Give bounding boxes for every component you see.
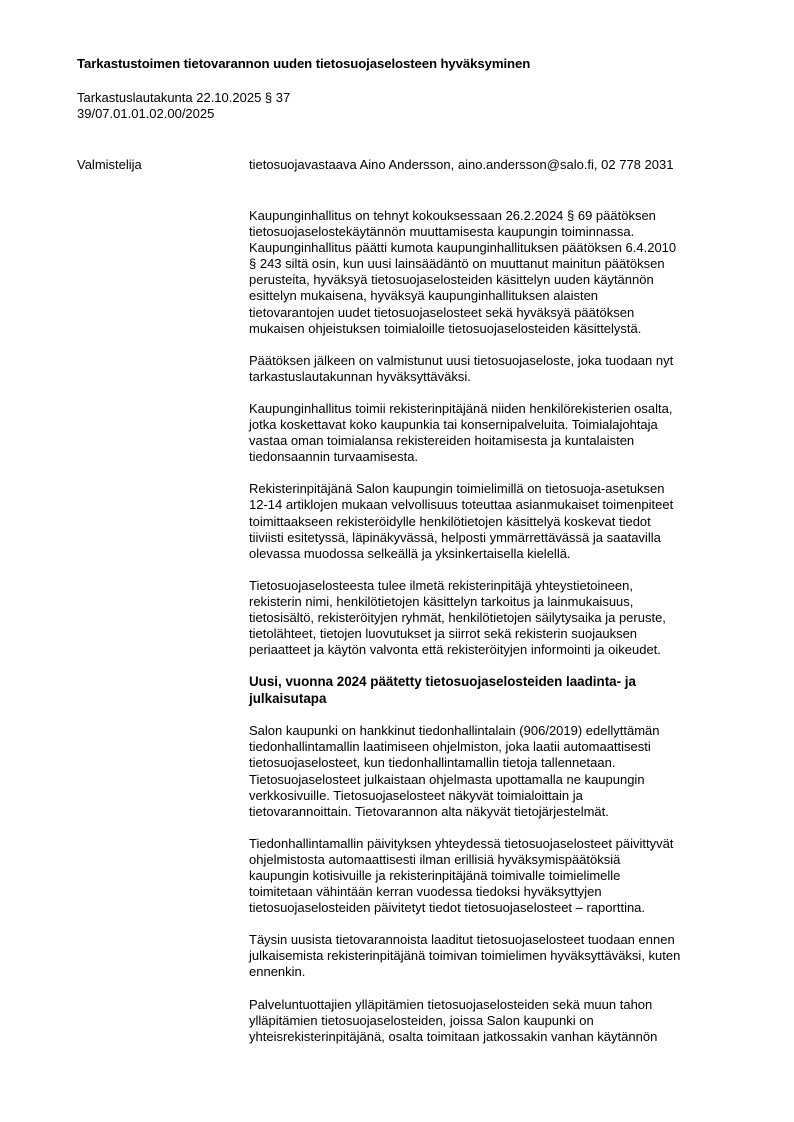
text-line: olevassa muodossa selkeällä ja yksinkertaisella kielellä. [249,545,571,561]
text-line: tietovarannoittain. Tietovarannon alta näkyvät tietojärjestelmät. [249,803,609,819]
paragraph [249,836,769,916]
text-line: Uusi, vuonna 2024 päätetty tietosuojaselosteiden laadinta- ja [249,674,636,690]
text-line: mukaisen ohjeistuksen toimialoille tietosuojaselosteiden käsittelystä. [249,320,642,336]
preparer-value: tietosuojavastaava Aino Andersson, aino.andersson@salo.fi, 02 778 2031 [249,157,674,172]
text-line: tiedonhallintamallin laatimiseen ohjelmiston, joka laatii automaattisesti [249,739,651,755]
text-line: ennenkin. [249,964,306,980]
document-body [249,208,769,1061]
text-line: toimitetaan vähintään kerran vuodessa tiedoksi hyväksyttyjen [249,884,602,900]
text-line: ohjelmistosta automaattisesti ilman erillisiä hyväksymispäätöksiä [249,851,621,867]
text-line: tietovarantojen uudet tietosuojaselosteet sekä hyväksyä päätöksen [249,304,635,320]
meeting-reference: Tarkastuslautakunta 22.10.2025 § 37 [77,90,291,105]
text-line: tietosuojaselosteiden päivitetyt tiedot tietosuojaselosteet – raporttina. [249,900,646,916]
paragraph [249,481,769,561]
paragraph [249,401,769,465]
text-line: Palveluntuottajien ylläpitämien tietosuojaselosteiden sekä muun tahon [249,996,653,1012]
text-line: tietosisältö, rekisteröityjen ryhmät, henkilötietojen säilytysaika ja peruste, [249,609,666,625]
text-line: Päätöksen jälkeen on valmistunut uusi tietosuojaseloste, joka tuodaan nyt [249,352,674,368]
text-line: tietosuojaselostekäytännön muuttamisesta kaupungin toiminnassa. [249,224,635,240]
text-line: verkkosivuille. Tietosuojaselosteet näkyvät toimialoittain ja [249,787,583,803]
text-line: periaatteet ja käytön valvonta että rekisteröityjen informointi ja oikeudet. [249,642,661,658]
text-line: Tietosuojaselosteesta tulee ilmetä rekisterinpitäjä yhteystietoineen, [249,577,633,593]
section-heading [249,674,769,707]
text-line: kaupungin kotisivuille ja rekisterinpitäjänä toimivalle toimielimelle [249,868,621,883]
document-meta [77,90,290,122]
text-line: 12-14 artiklojen mukaan velvollisuus toteuttaa asianmukaiset toimenpiteet [249,497,674,513]
text-line: § 243 siltä osin, kun uusi lainsäädäntö on muuttanut mainitun päätöksen [249,256,665,272]
text-line: toimittaakseen rekisteröidylle henkilötietojen käsittelyä koskevat tiedot [249,513,651,529]
paragraph [249,997,769,1045]
text-line: ylläpitämien tietosuojaselosteiden, joissa Salon kaupunki on [249,1012,594,1028]
text-line: perusteita, hyväksyä tietosuojaselosteiden käsittelyn uuden käytännön [249,272,654,288]
paragraph [249,353,769,385]
text-line: tietosuojaselosteet, kun tiedonhallintamallin tietoja tallennetaan. [249,755,616,771]
text-line: esittelyn mukaisena, hyväksyä kaupunginhallituksen alaisten [249,288,599,304]
preparer-label: Valmistelija [77,157,142,172]
text-line: Täysin uusista tietovarannoista laaditut tietosuojaselosteet tuodaan ennen [249,932,675,948]
text-line: vastaa oman toimialansa rekistereiden hoitamisesta ja kuntalaisten [249,433,635,449]
text-line: Tiedonhallintamallin päivityksen yhteydessä tietosuojaselosteet päivittyvät [249,835,674,851]
text-line: tietolähteet, tietojen luovutukset ja siirrot sekä rekisterin suojauksen [249,626,638,642]
text-line: Kaupunginhallitus päätti kumota kaupunginhallituksen päätöksen 6.4.2010 [249,240,677,256]
text-line: julkaisemista rekisterinpitäjänä toimivan toimielimen hyväksyttäväksi, kuten [249,948,681,964]
text-line: jotka koskettavat koko kaupunkia tai konsernipalveluita. Toimialajohtaja [249,417,658,433]
document-title: Tarkastustoimen tietovarannon uuden tietosuojaselosteen hyväksyminen [77,56,531,71]
text-line: yhteisrekisterinpitäjänä, osalta toimitaan jatkossakin vanhan käytännön [249,1028,658,1044]
paragraph [249,932,769,980]
text-line: Tietosuojaselosteet julkaistaan ohjelmasta upottamalla ne kaupungin [249,771,645,787]
text-line: julkaisutapa [249,690,327,706]
text-line: Kaupunginhallitus on tehnyt kokouksessaan 26.2.2024 § 69 päätöksen [249,208,656,223]
text-line: rekisterin nimi, henkilötietojen käsittelyn tarkoitus ja lainmukaisuus, [249,593,634,609]
text-line: Salon kaupunki on hankkinut tiedonhallintalain (906/2019) edellyttämän [249,723,660,739]
text-line: tiedonsaannin turvaamisesta. [249,449,419,465]
paragraph [249,723,769,820]
paragraph [249,578,769,658]
text-line: Rekisterinpitäjänä Salon kaupungin toimielimillä on tietosuoja-asetuksen [249,481,665,497]
text-line: tarkastuslautakunnan hyväksyttäväksi. [249,368,471,384]
diary-number: 39/07.01.01.02.00/2025 [77,106,215,121]
paragraph [249,208,769,337]
text-line: tiiviisti esitetyssä, läpinäkyvässä, helposti ymmärrettävässä ja saatavilla [249,529,661,545]
text-line: Kaupunginhallitus toimii rekisterinpitäjänä niiden henkilörekisterien osalta, [249,400,673,416]
